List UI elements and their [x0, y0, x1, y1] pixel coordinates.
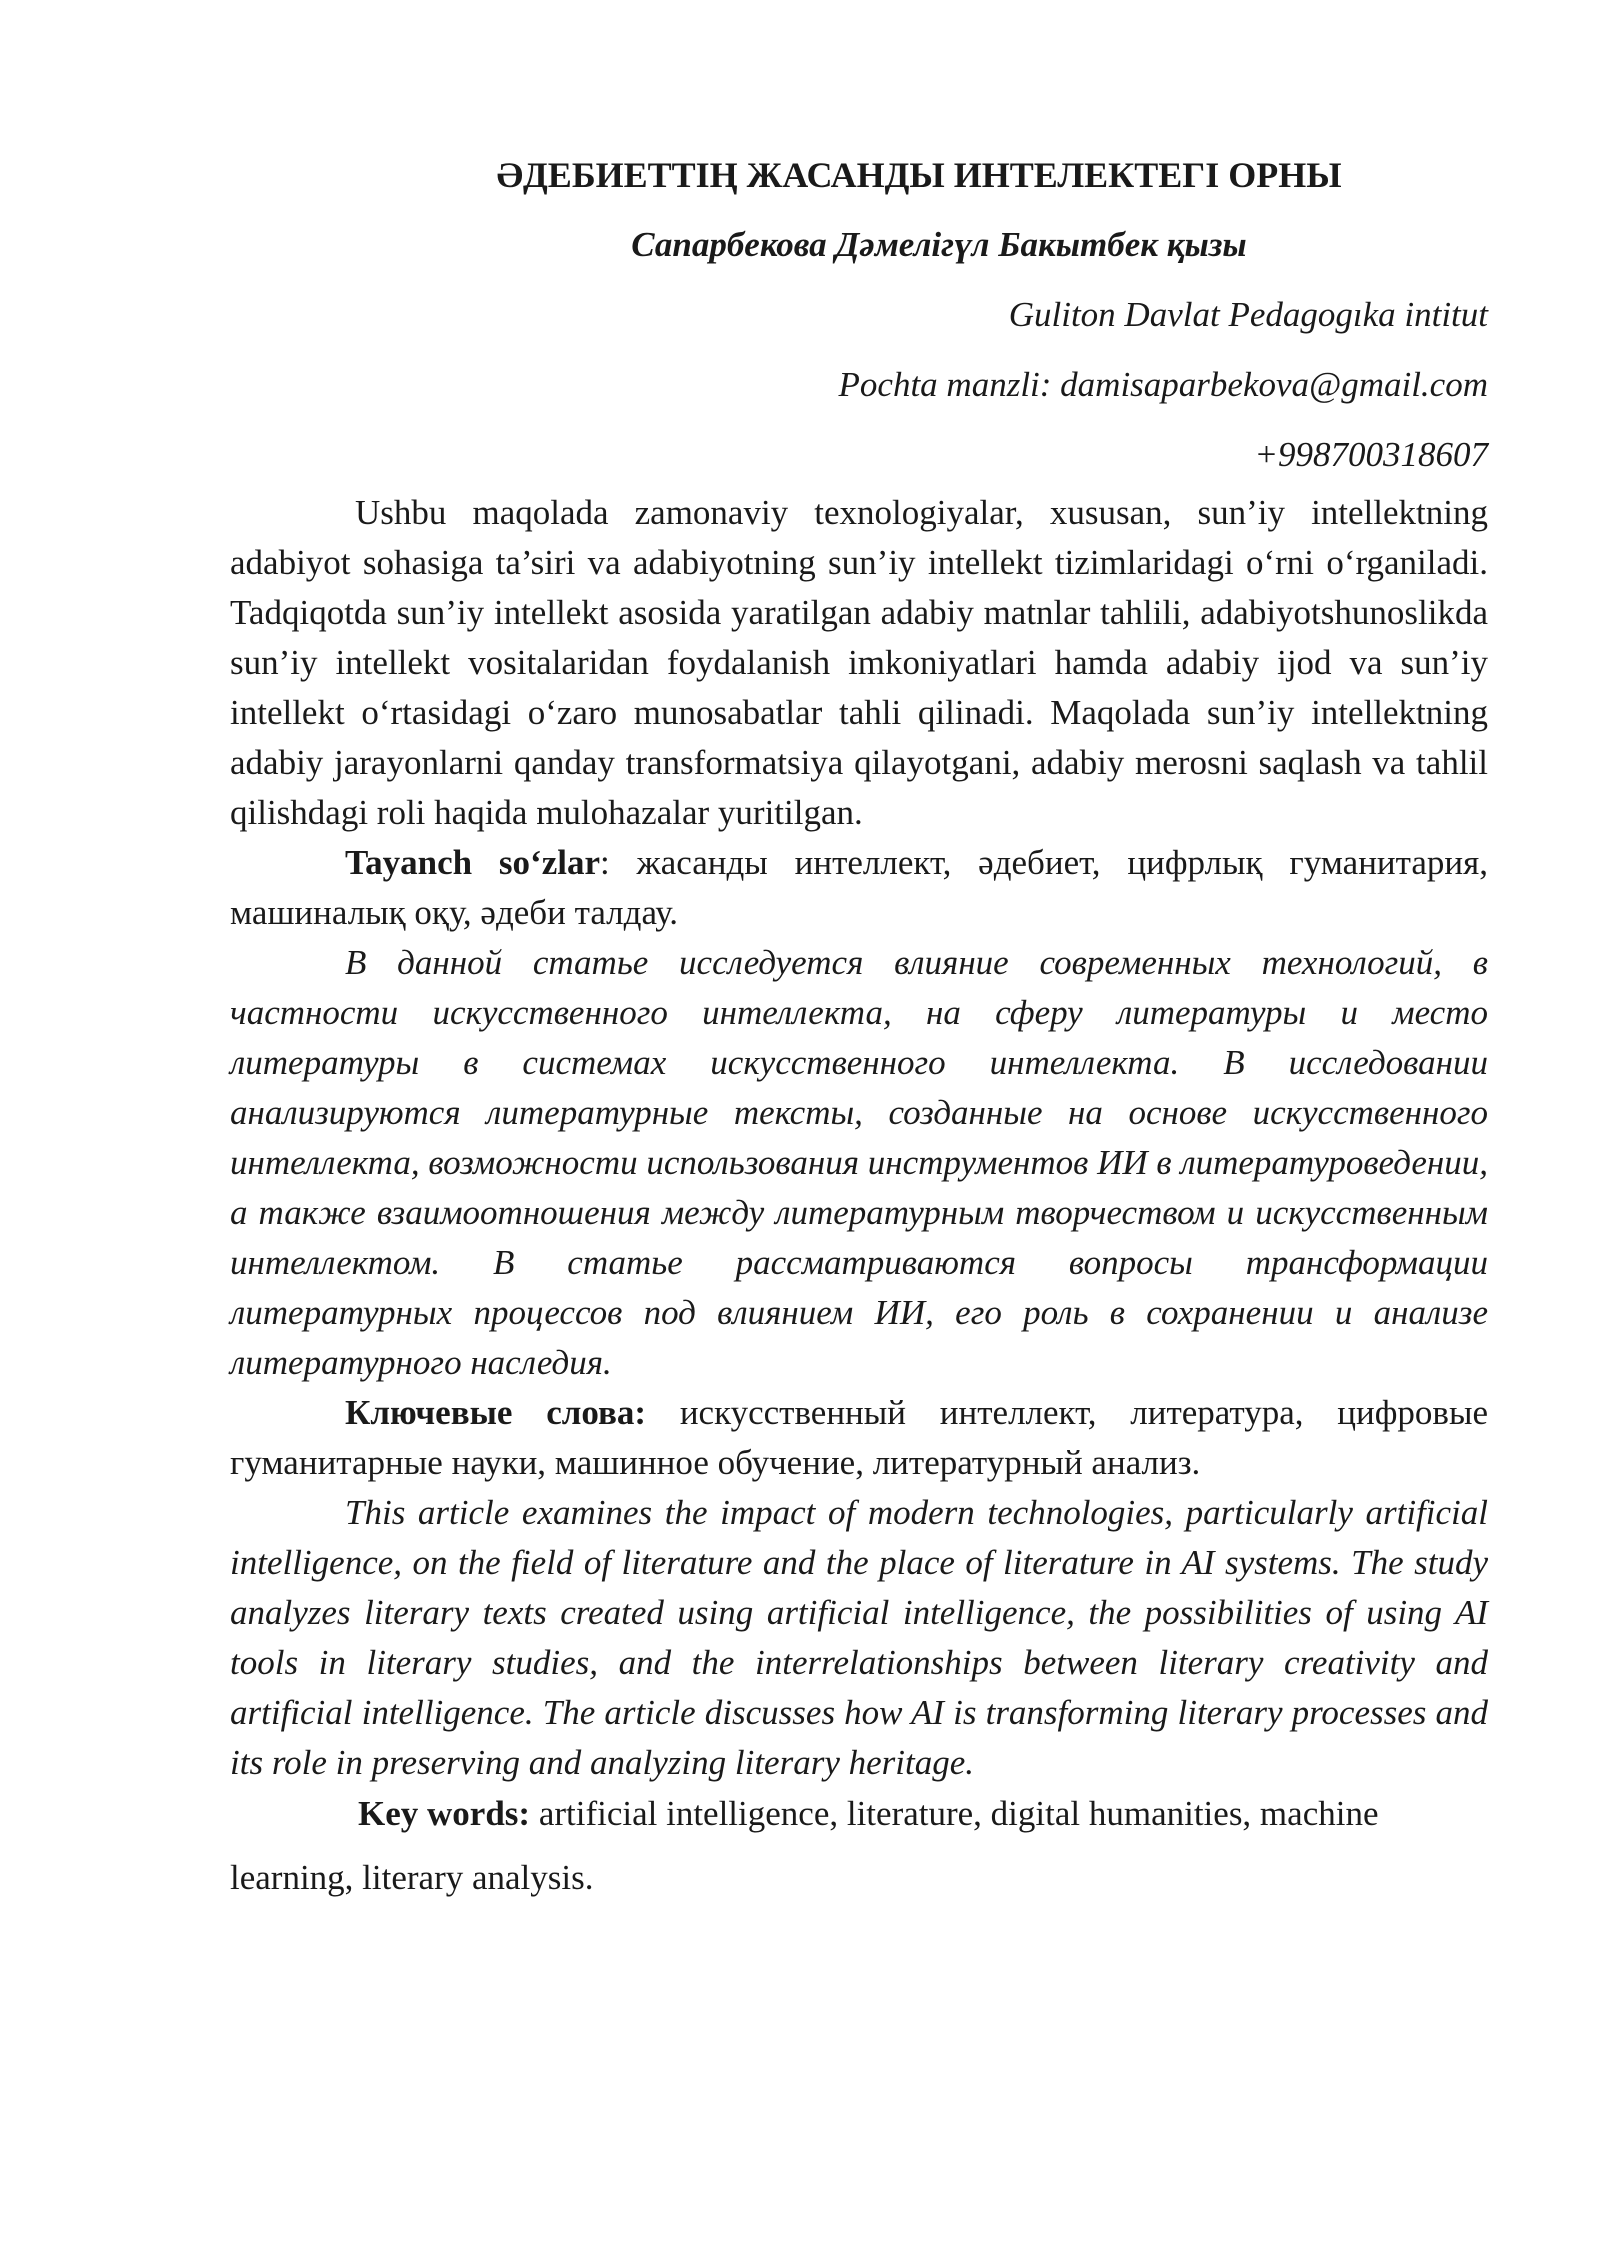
phone-number: +998700318607 [1254, 435, 1488, 474]
keywords-russian [230, 1388, 1488, 1488]
institution: Guliton Davlat Pedagogıka intitut [1008, 295, 1488, 334]
keywords-kazakh-text: : жасанды интеллект, әдебиет, цифрлық гуманитария, машиналық оқу, әдеби талдау. [230, 843, 1488, 932]
email-line: Pochta manzli: damisaparbekova@gmail.com [838, 365, 1488, 404]
document-page [230, 150, 1488, 1904]
keywords-russian-label: Ключевые слова: [345, 1393, 647, 1432]
keywords-kazakh-label: Tayanch so‘zlar [345, 843, 600, 882]
keywords-english [230, 1788, 1488, 1904]
keywords-english-text-line1: artificial intelligence, literature, digital humanities, machine [530, 1794, 1379, 1833]
keywords-russian-text: искусственный интеллект, литература, цифровые гуманитарные науки, машинное обучение, литературный анализ. [230, 1393, 1488, 1482]
abstract-uzbek: Ushbu maqolada zamonaviy texnologiyalar, xususan, sun’iy intellektning adabiyot sohasiga ta’siri va adabiyotning sun’iy intellekt tizimlaridagi o‘rni o‘rganiladi. Tadqiqotda sun’iy intellekt asosida yaratilgan adabiy matnlar tahlili, adabiyotshunoslikda sun’iy intellekt vositalaridan foydalanish imkoniyatlari hamda adabiy ijod va sun’iy intellekt o‘rtasidagi o‘zaro munosabatlar tahli qilinadi. Maqolada sun’iy intellektning adabiy jarayonlarni qanday transformatsiya qilayotgani, adabiy merosni saqlash va tahlil qilishdagi roli haqida mulohazalar yuritilgan. [230, 493, 1488, 832]
keywords-english-label: Key words: [358, 1794, 531, 1833]
abstract-english: This article examines the impact of modern technologies, particularly artificial intelligence, on the field of literature and the place of literature in AI systems. The study analyzes literary texts created using artificial intelligence, the possibilities of using AI tools in literary studies, and the interrelationships between literary creativity and artificial intelligence. The article discusses how AI is transforming literary processes and its role in preserving and analyzing literary heritage. [230, 1493, 1488, 1782]
keywords-kazakh [230, 838, 1488, 938]
keywords-english-text-line2: learning, literary analysis. [230, 1858, 594, 1897]
abstract-russian: В данной статье исследуется влияние современных технологий, в частности искусственного интеллекта, на сферу литературы и место литературы в системах искусственного интеллекта. В исследовании анализируются литературные тексты, созданные на основе искусственного интеллекта, возможности использования инструментов ИИ в литературоведении, а также взаимоотношения между литературным творчеством и искусственным интеллектом. В статье рассматриваются вопросы трансформации литературных процессов под влиянием ИИ, его роль в сохранении и анализе литературного наследия. [230, 943, 1488, 1382]
article-title: ӘДЕБИЕТТІҢ ЖАСАНДЫ ИНТЕЛЕКТЕГІ ОРНЫ [496, 155, 1342, 195]
author-name: Сапарбекова Дәмелігүл Бакытбек қызы [631, 225, 1247, 264]
